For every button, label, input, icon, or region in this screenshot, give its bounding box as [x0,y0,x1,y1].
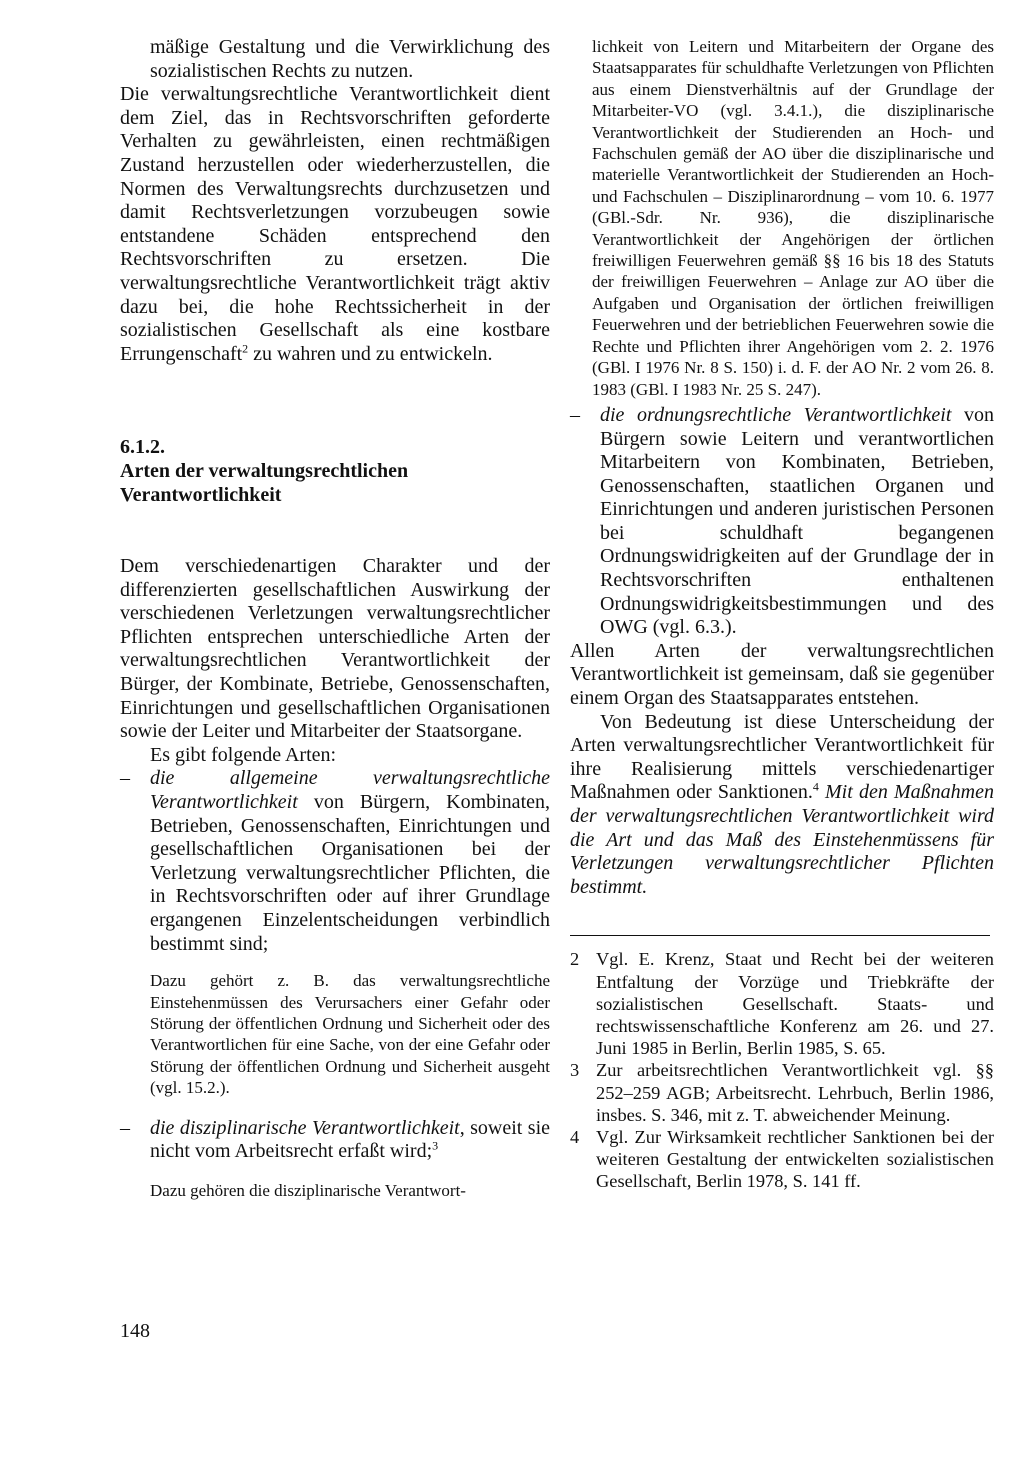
footnote-2 [570,948,994,1059]
footnote-number: 2 [570,949,580,970]
list-item-disziplinarische-text: , soweit sie nicht vom Arbeitsrecht erfaßt wird; [150,1116,551,1163]
list-item-allgemeine-text: von Bürgern, Kombinaten, Betrieben, Genossenschaften, Einrichtungen und gesellschaftlichen Organisationen bei der Verletzung verwaltungsrechtlicher Pflichten, die in Rechtsvorschriften oder auf ihrer Grundlage ergangenen Einzelentscheidungen verbindlich bestimmt sind; [150,791,550,955]
page-number: 148 [120,1320,150,1342]
footnote-4 [570,1126,994,1193]
footnote-number: 3 [570,1060,580,1081]
section-title: Arten der verwaltungsrechtlichen Verantwortlichkeit [120,459,409,506]
paragraph-charakter: Dem verschiedenartigen Charakter und der differenzierten gesellschaftlichen Auswirkung der verschiedenen Verletzungen verwaltungsrechtlicher Pflichten entsprechen unterschiedliche Arten der verwaltungsrechtlichen Verantwortlichkeit der Bürger, der Kombinate, Betriebe, Genossenschaften, Einrichtungen und gesellschaftlichen Organisationen sowie der Leiter und Mitarbeiter der Staatsorgane. [120,555,550,743]
paragraph-bedeutung-text: Von Bedeutung ist diese Unterscheidung der Arten verwaltungsrechtlicher Verantwortlichkeit für ihre Realisierung mittels verschiedenartiger Maßnahmen oder Sanktionen. [570,710,994,804]
paragraph-ziel [120,83,550,366]
note-allgemeine: Dazu gehört z. B. das verwaltungsrechtliche Einstehenmüssen des Verursachers einer Gefahr oder Störung der öffentlichen Ordnung und Sicherheit oder des Verantwortlichen für eine Sache, von der eine Gefahr oder Störung der öffentlichen Ordnung und Sicherheit ausgeht (vgl. 15.2.). [150,971,550,1098]
list-item-ordnungsrechtliche-term: die ordnungsrechtliche Verantwortlichkeit [600,403,952,426]
list-item-ordnungsrechtliche-text: von Bürgern sowie Leitern und verantwortlichen Mitarbeitern von Kombinaten, Betrieben, Genossenschaften, staatlichen Organen und Einrichtungen und anderen juristischen Personen bei schuldhaft begangenen Ordnungswidrigkeiten auf der Grundlage der in Rechtsvorschriften enthaltenen Ordnungswidrigkeitsbestimmungen und des OWG (vgl. 6.3.). [600,403,995,639]
list-item-ordnungsrechtliche [570,404,994,640]
footnote-ref-4: 4 [812,779,819,794]
footnote-divider [570,935,990,936]
note-disziplinarische-continued: lichkeit von Leitern und Mitarbeitern der Organe des Staatsapparates für schuldhafte Verletzungen von Pflichten aus einem Dienstverhältnis auf der Grundlage der Mitarbeiter-VO (vgl. 3.4.1.), die disziplinarische Verantwortlichkeit der Studierenden an Hoch- und Fachschulen gemäß der AO über die disziplinarische und materielle Verantwortlichkeit der Studierenden an Hoch- und Fachschulen – Disziplinarordnung – vom 10. 6. 1977 (GBl.-Sdr. Nr. 936), die disziplinarische Verantwortlichkeit der Angehörigen der örtlichen freiwilligen Feuerwehren gemäß §§ 16 bis 18 des Statuts der freiwilligen Feuerwehren – Anlage zur AO über die Aufgaben und Organisation der örtlichen freiwilligen Feuerwehren und der betrieblichen Feuerwehren sowie die Rechte und Pflichten ihrer Angehörigen vom 2. 2. 1976 (GBl. I 1976 Nr. 8 S. 150) i. d. F. der AO Nr. 2 vom 26. 8. 1983 (GBl. I 1983 Nr. 25 S. 247). [592,37,994,399]
list-item-allgemeine-term: die allgemeine verwaltungsrechtliche Verantwortlichkeit [150,767,550,814]
footnote-text: Vgl. Zur Wirksamkeit rechtlicher Sanktionen bei der weiteren Gestaltung der entwickelten sozialistischen Gesellschaft, Berlin 1978, S. 141 ff. [596,1127,994,1192]
footnote-3 [570,1059,994,1126]
paragraph-bedeutung-emphasis: Mit den Maßnahmen der verwaltungsrechtlichen Verantwortlichkeit wird die Art und das Maß des Einstehenmüssens für Verletzungen verwaltungsrechtlicher Pflichten bestimmt. [570,781,994,898]
footnote-text: Zur arbeitsrechtlichen Verantwortlichkeit vgl. §§ 252–259 AGB; Arbeitsrecht. Lehrbuch, Berlin 1986, insbes. S. 346, mit z. T. abweichender Meinung. [596,1060,994,1125]
footnote-number: 4 [570,1127,580,1147]
footnote-text: Vgl. E. Krenz, Staat und Recht bei der weiteren Entfaltung der Vorzüge und Triebkräfte der sozialistischen Gesellschaft. Staats- und rechtswissenschaftliche Konferenz am 26. und 27. Juni 1985 in Berlin, Berlin 1985, S. 65. [596,949,994,1059]
footnote-ref-2: 2 [242,341,249,356]
paragraph-ziel-end: zu wahren und zu entwickeln. [248,342,493,365]
right-column [570,36,994,1193]
list-item-disziplinarische [120,1117,550,1164]
list-item-disziplinarische-term: die disziplinarische Verantwortlichkeit [150,1116,460,1139]
paragraph-ziel-text: Die verwaltungsrechtliche Verantwortlichkeit dient dem Ziel, das in Rechtsvorschriften geforderte Verhalten zu gewährleisten, einen rechtmäßigen Zustand herzustellen oder wiederherzustellen, die Normen des Verwaltungsrechts durchzusetzen und damit Rechtsverletzungen vorzubeugen sowie entstandene Schäden entsprechend den Rechtsvorschriften zu ersetzen. Die verwaltungsrechtliche Verantwortlichkeit trägt aktiv dazu bei, die hohe Rechtssicherheit in der sozialistischen Gesellschaft als eine kostbare Errungenschaft [120,83,550,365]
note-disziplinarische-start: Dazu gehören die disziplinarische Verantwort- [150,1180,466,1200]
paragraph-bedeutung [570,711,994,900]
list-item-allgemeine [120,767,550,956]
left-column [120,36,550,1201]
paragraph-allen: Allen Arten der verwaltungsrechtlichen Verantwortlichkeit ist gemeinsam, daß sie gegenüber einem Organ des Staatsapparates entstehen. [570,639,994,710]
paragraph-arten: Es gibt folgende Arten: [150,743,337,766]
footnote-ref-3: 3 [432,1138,439,1153]
section-number: 6.1.2. [120,436,165,459]
paragraph-continuation: mäßige Gestaltung und die Verwirklichung des sozialistischen Rechts zu nutzen. [150,36,550,82]
